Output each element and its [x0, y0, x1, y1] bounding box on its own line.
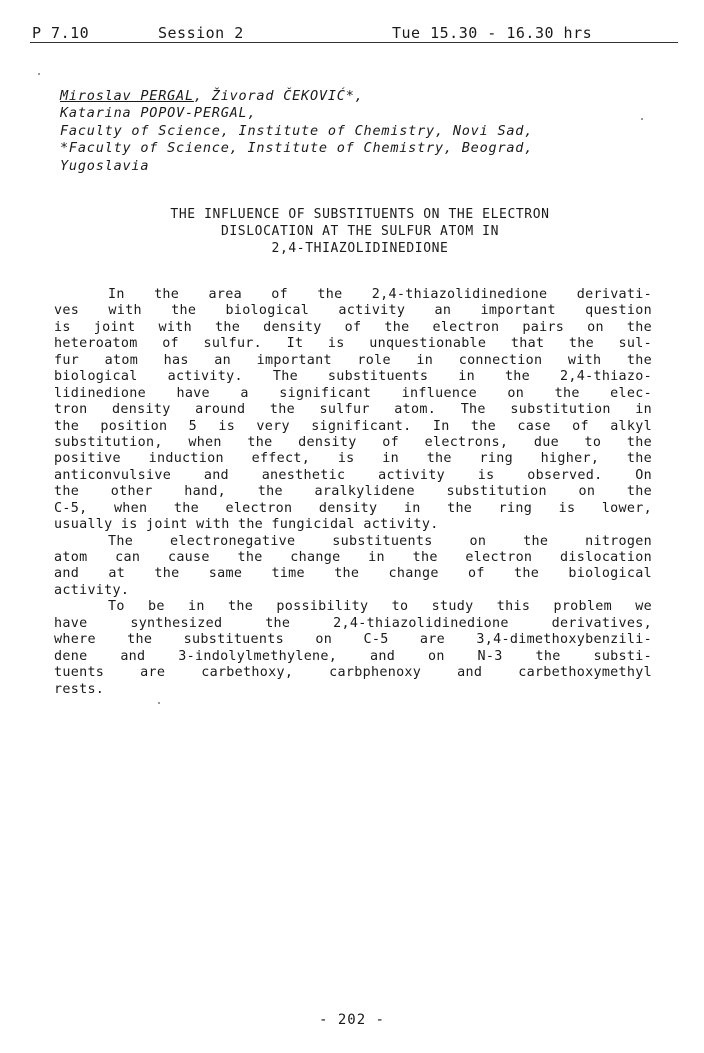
title-line-2: DISLOCATION AT THE SULFUR ATOM IN: [220, 224, 500, 239]
session-time: Tue 15.30 - 16.30 hrs: [392, 24, 593, 42]
body-line: dene and 3-indolylmethylene, and on N-3 the substi-: [54, 648, 652, 664]
body-line: positive induction effect, is in the ring higher, the: [54, 451, 652, 467]
affiliation-line-2: *Faculty of Science, Institute of Chemistry, Beograd,: [60, 140, 534, 157]
body-line: the position 5 is very significant. In the case of alkyl: [54, 418, 652, 434]
body-line: atom can cause the change in the electron dislocation: [54, 550, 652, 565]
body-line: is joint with the density of the electron pairs on the: [54, 319, 652, 335]
title-line-3: 2,4-THIAZOLIDINEDIONE: [271, 241, 449, 256]
author-line-2: Katarina POPOV-PERGAL,: [60, 105, 257, 122]
session-code: P 7.10: [32, 24, 90, 42]
body-line: lidinedione have a significant influence on the elec-: [54, 385, 652, 401]
presenting-author: Miroslav PERGAL: [60, 88, 194, 104]
body-line: heteroatom of sulfur. It is unquestionable that the sul-: [54, 336, 652, 352]
body-line: tron density around the sulfur atom. The substitution in: [54, 402, 652, 418]
body-line: To be in the possibility to study this problem we: [108, 599, 652, 615]
body-line: rests.: [54, 681, 105, 697]
page-header: [30, 24, 678, 43]
title-line-1: THE INFLUENCE OF SUBSTITUENTS ON THE ELECTRON: [170, 207, 550, 222]
body-line: the other hand, the aralkylidene substitution on the: [54, 484, 652, 500]
scan-speck: [158, 702, 160, 704]
affiliation-country: Yugoslavia: [60, 157, 150, 174]
abstract-title: [90, 206, 630, 257]
body-line: In the area of the 2,4-thiazolidinedione derivati-: [108, 287, 652, 302]
body-line: C-5, when the electron density in the ring is lower,: [54, 500, 652, 516]
body-line: The electronegative substituents on the nitrogen: [108, 533, 652, 549]
body-line: activity.: [54, 582, 130, 598]
body-line: ves with the biological activity an important question: [54, 303, 652, 319]
scan-speck: [641, 118, 643, 120]
scan-speck: [38, 73, 40, 75]
body-line: tuents are carbethoxy, carbphenoxy and carbethoxymethyl: [54, 665, 652, 681]
affiliation-line-1: Faculty of Science, Institute of Chemistry, Novi Sad,: [60, 122, 534, 139]
body-line: biological activity. The substituents in the 2,4-thiazo-: [54, 369, 652, 385]
author-block: [60, 88, 640, 175]
body-line: where the substituents on C-5 are 3,4-dimethoxybenzili-: [54, 632, 652, 648]
body-line: usually is joint with the fungicidal activity.: [54, 517, 439, 533]
body-line: anticonvulsive and anesthetic activity is observed. On: [54, 467, 652, 483]
body-line: fur atom has an important role in connection with the: [54, 352, 652, 368]
body-line: have synthesized the 2,4-thiazolidinedione derivatives,: [54, 615, 652, 631]
session-label: Session 2: [158, 24, 244, 42]
co-author: , Živorad ČEKOVIĆ*,: [193, 88, 364, 104]
author-line-1: [60, 88, 640, 105]
page-number: - 202 -: [318, 1012, 385, 1028]
body-line: substitution, when the density of electrons, due to the: [54, 434, 652, 450]
body-line: and at the same time the change of the biological: [54, 566, 652, 582]
abstract-body: [54, 287, 652, 698]
